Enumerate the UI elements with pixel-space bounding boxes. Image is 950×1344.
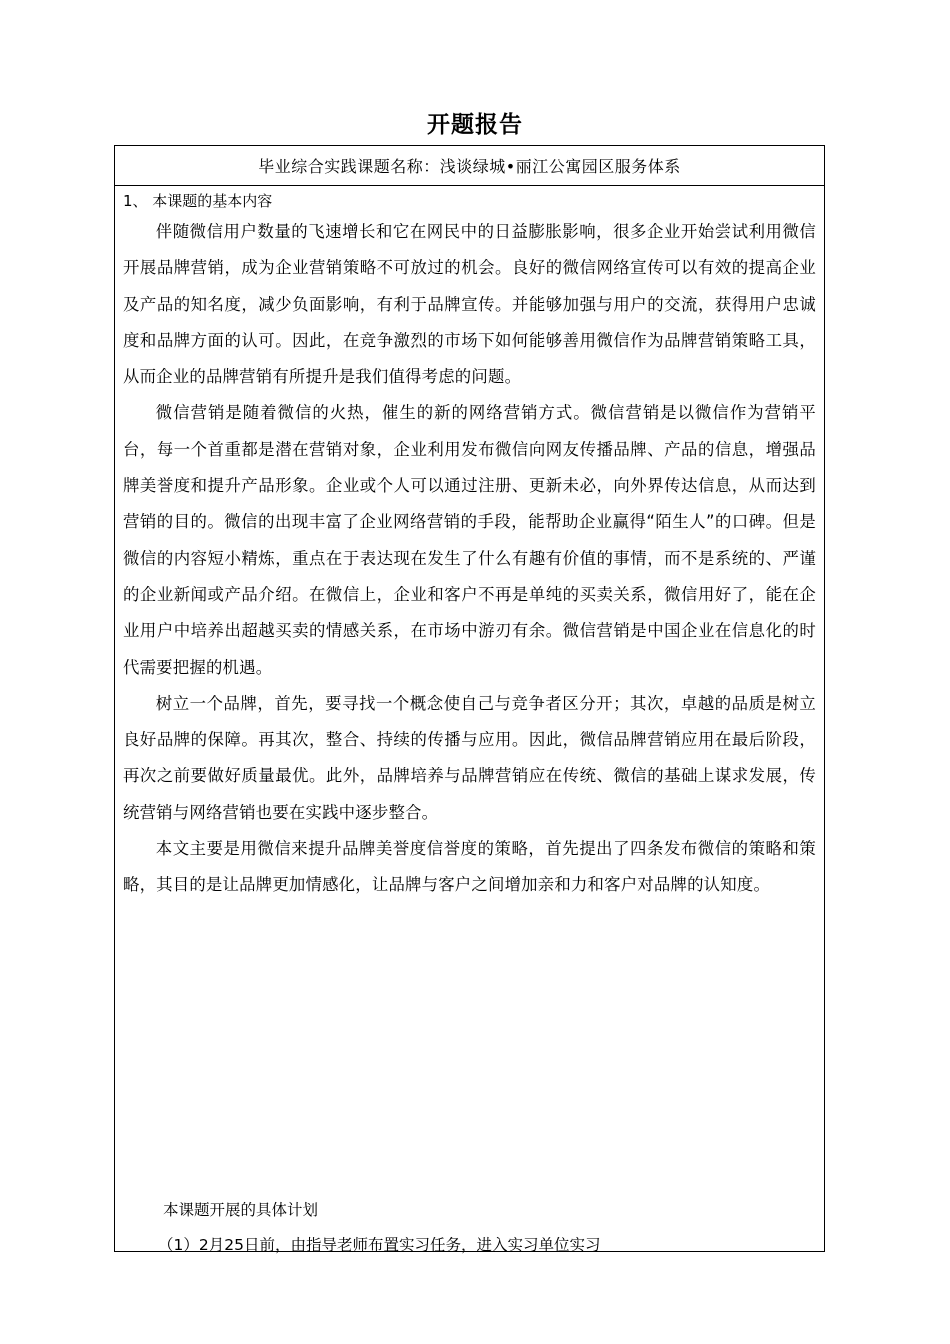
page-title: 开题报告	[427, 112, 523, 138]
body-paragraph-2: 微信营销是随着微信的火热，催生的新的网络营销方式。微信营销是以微信作为营销平台，每一个首重都是潜在营销对象，企业利用发布微信向网友传播品牌、产品的信息，增强品牌美誉度和提升产品形象。企业或个人可以通过注册、更新未必，向外界传达信息，从而达到营销的目的。微信的出现丰富了企业网络营销的手段，能帮助企业赢得“陌生人”的口碑。但是微信的内容短小精炼，重点在于表达现在发生了什么有趣有价值的事情，而不是系统的、严谨的企业新闻或产品介绍。在微信上，企业和客户不再是单纯的买卖关系，微信用好了，能在企业用户中培养出超越买卖的情感关系，在市场中游刃有余。微信营销是中国企业在信息化的时代需要把握的机遇。	[123, 403, 816, 677]
body-paragraph-3: 树立一个品牌，首先，要寻找一个概念使自己与竞争者区分开；其次，卓越的品质是树立良好品牌的保障。再其次，整合、持续的传播与应用。因此，微信品牌营销应用在最后阶段，再次之前要做好质量最优。此外，品牌培养与品牌营销应在传统、微信的基础上谋求发展，传统营销与网络营销也要在实践中逐步整合。	[123, 693, 816, 822]
plan-item: （1）2月25日前，由指导老师布置实习任务，进入实习单位实习	[158, 1236, 601, 1254]
body-paragraph-4: 本文主要是用微信来提升品牌美誉度信誉度的策略，首先提出了四条发布微信的策略和策略，其目的是让品牌更加情感化，让品牌与客户之间增加亲和力和客户对品牌的认知度。	[123, 839, 816, 895]
report-table	[114, 145, 825, 1252]
body-paragraph-1: 伴随微信用户数量的飞速增长和它在网民中的日益膨胀影响，很多企业开始尝试利用微信开展品牌营销，成为企业营销策略不可放过的机会。良好的微信网络宣传可以有效的提高企业及产品的知名度，减少负面影响，有利于品牌宣传。并能够加强与用户的交流，获得用户忠诚度和品牌方面的认可。因此，在竞争激烈的市场下如何能够善用微信作为品牌营销策略工具，从而企业的品牌营销有所提升是我们值得考虑的问题。	[123, 222, 816, 387]
plan-heading: 本课题开展的具体计划	[163, 1201, 319, 1219]
section-heading: 1、 本课题的基本内容	[123, 192, 273, 210]
topic-name-row: 毕业综合实践课题名称：浅谈绿城•丽江公寓园区服务体系	[115, 146, 824, 186]
content-cell	[123, 188, 816, 904]
